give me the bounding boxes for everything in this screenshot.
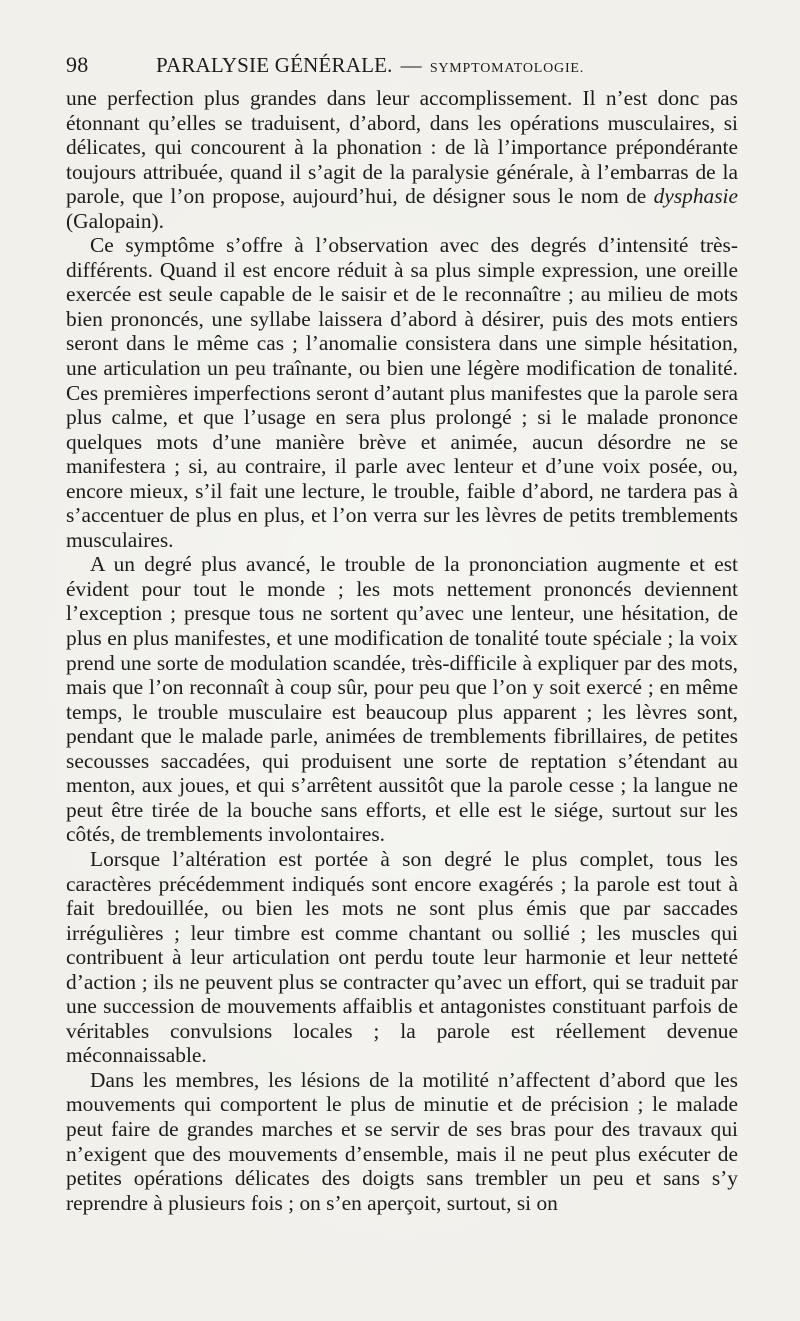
paragraph-text: (Galopain). [66, 208, 165, 233]
page-number: 98 [66, 52, 89, 77]
paragraph: Lorsque l’altération est portée à son degré le plus complet, tous les caractères précédemment indiqués sont encore exagérés ; la parole est tout à fait bredouillée, ou bien les mots ne sont plus émis que par saccades irrégulières ; leur timbre est comme chantant ou sollié ; les muscles qui contribuent à leur articulation ont perdu toute leur harmonie et leur netteté d’action ; ils ne peuvent plus se contracter qu’avec un effort, qui se traduit par une succession de mouvements affaiblis et antagonistes constituant parfois de véritables convulsions locales ; la parole est réellement devenue méconnaissable. [66, 846, 738, 1068]
body-text [66, 86, 738, 1215]
paragraph: A un degré plus avancé, le trouble de la prononciation augmente et est évident pour tout le monde ; les mots nettement prononcés deviennent l’exception ; presque tous ne sortent qu’avec une lenteur, une hésitation, de plus en plus manifestes, et une modification de tonalité toute spéciale ; la voix prend une sorte de modulation scandée, très-difficile à expliquer par des mots, mais que l’on reconnaît à coup sûr, pour peu que l’on y soit exercé ; en même temps, le trouble musculaire est beaucoup plus apparent ; les lèvres sont, pendant que le malade parle, animées de tremblements fibrillaires, de petites secousses saccadées, qui produisent une sorte de reptation s’étendant au menton, aux joues, et qui s’arrêtent aussitôt que la parole cesse ; la langue ne peut être tirée de la bouche sans efforts, et elle est le siége, surtout sur les côtés, de tremblements involontaires. [66, 552, 738, 847]
paragraph [66, 86, 738, 233]
paragraph: Ce symptôme s’offre à l’observation avec des degrés d’intensité très-différents. Quand il est encore réduit à sa plus simple expression, une oreille exercée est seule capable de le saisir et de le reconnaître ; au milieu de mots bien prononcés, une syllabe laissera d’abord à désirer, puis des mots entiers seront dans le même cas ; l’anomalie consistera dans une simple hésitation, une articulation un peu traînante, ou bien une légère modification de tonalité. Ces premières imperfections seront d’autant plus manifestes que la parole sera plus calme, et que l’usage en sera plus prolongé ; si le malade prononce quelques mots d’une manière brève et animée, aucun désordre ne se manifestera ; si, au contraire, il parle avec lenteur et d’une voix posée, ou, encore mieux, s’il fait une lecture, le trouble, faible d’abord, ne tardera pas à s’accentuer de plus en plus, et l’on verra sur les lèvres de petits tremblements musculaires. [66, 233, 738, 552]
italic-term: dysphasie [653, 184, 738, 209]
running-separator: — [400, 53, 422, 77]
running-header [66, 52, 738, 86]
running-subtitle: SYMPTOMATOLOGIE. [429, 61, 585, 76]
paragraph-text: une perfection plus grandes dans leur accomplissement. Il n’est donc pas étonnant qu’elles se traduisent, d’abord, dans les opérations musculaires, si délicates, qui concourent à la phonation : de là l’importance prépondérante toujours attribuée, quand il s’agit de la paralysie générale, à l’embarras de la parole, que l’on propose, aujourd’hui, de désigner sous le nom de [66, 86, 738, 209]
paragraph: Dans les membres, les lésions de la motilité n’affectent d’abord que les mouvements qui comportent le plus de minutie et de précision ; le malade peut faire de grandes marches et se servir de ses bras pour des travaux qui n’exigent que des mouvements d’ensemble, mais il ne peut plus exécuter de petites opérations délicates des doigts sans trembler un peu et sans s’y reprendre à plusieurs fois ; on s’en aperçoit, surtout, si on [66, 1067, 738, 1215]
running-title: PARALYSIE GÉNÉRALE. [156, 53, 393, 77]
